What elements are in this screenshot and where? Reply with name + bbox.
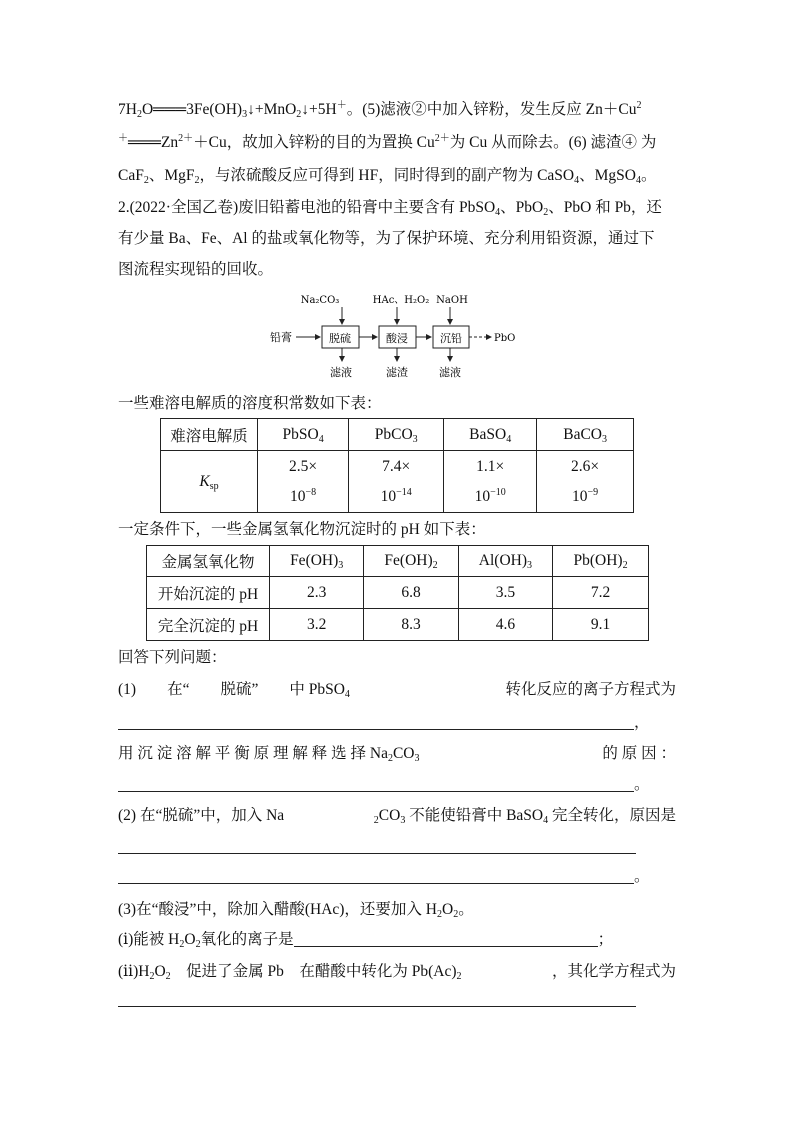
ph-row-2-value: 8.3 (364, 609, 458, 641)
ph-row-2-value: 3.2 (270, 609, 364, 641)
waste-1-label: 滤液 (330, 366, 352, 379)
ph-row-1-value: 3.5 (458, 577, 552, 609)
ksp-col-0: PbSO$_4$ (258, 419, 349, 451)
ksp-table-header: 难溶电解质 (161, 419, 258, 451)
input-label: 铅膏 (270, 331, 292, 344)
intro-line-1: $7H_2O═══3Fe(OH)_3↓+MnO_2↓+5H^+$。(5)滤液②中加入锌粉，发生反应 $Zn+Cu^2$ (118, 100, 642, 120)
process-flow-diagram (270, 290, 530, 382)
ph-col-0: $Fe(OH)_3$ (270, 546, 364, 577)
question-2-line-3: 图流程实现铅的回收。 (118, 261, 274, 278)
step-1-label: 脱硫 (329, 332, 351, 345)
question-2-line-2: 有少量 Ba、Fe、Al 的盐或氧化物等，为了保护环境、充分利用铅资源，通过下 (118, 230, 655, 247)
ph-row-2-value: 9.1 (553, 609, 649, 641)
ph-row-1-value: 6.8 (364, 577, 458, 609)
ph-row-1-value: 2.3 (270, 577, 364, 609)
answer-3ii-line[interactable] (118, 1006, 636, 1007)
question-3i-line: (ⅰ)能被 $H_2O_2$氧化的离子是 ； (118, 931, 614, 950)
ph-row-1-label: 开始沉淀的 pH (147, 577, 270, 609)
question-1-line: (1) 在“ 脱硫” 中 PbSO$_4$ 转化反应的离子方程式为 (118, 681, 676, 700)
ksp-col-1: PbCO$_3$ (349, 419, 444, 451)
intro-line-2: $^+═══Zn^{2+}+Cu$，故加入锌粉的目的为置换 $Cu^{2+}$为 Cu 从而除去。(6) 滤渣④ 为 (118, 133, 657, 151)
ksp-col-2: BaSO$_4$ (444, 419, 537, 451)
output-label: PbO (494, 333, 516, 344)
reagent-naoh: NaOH (436, 295, 468, 306)
answer-2-line-1[interactable] (118, 853, 636, 854)
table-1-caption: 一些难溶电解质的溶度积常数如下表： (118, 395, 382, 412)
answer-1a-blank[interactable] (118, 713, 634, 730)
answer-1a-row: ， (118, 713, 650, 733)
ph-row-2-value: 4.6 (458, 609, 552, 641)
ksp-row-label: $K_{sp}$ (161, 451, 258, 513)
question-2-line-1: 2.(2022·全国乙卷)废旧铅蓄电池的铅膏中主要含有 PbSO$_4$、PbO$_2$、PbO 和 Pb，还 (118, 199, 662, 218)
answer-3i-blank[interactable] (294, 930, 598, 947)
questions-prompt: 回答下列问题： (118, 649, 227, 666)
answer-2-blank-2[interactable] (118, 867, 634, 884)
question-3ii-line: $(ⅱ)H_2O_2$ 促进了金属 Pb 在醋酸中转化为 $Pb(Ac)_2$ ，其化学方程式为 (118, 963, 676, 982)
ksp-table (160, 418, 634, 513)
ksp-value-1: 7.4× $10^{-14}$ (349, 451, 444, 513)
reagent-hac-h2o2: HAc、H₂O₂ (372, 295, 430, 306)
reagent-na2co3: Na₂CO₃ (300, 295, 340, 306)
intro-line-3: CaF$_2$、MgF$_2$，与浓硫酸反应可得到 HF，同时得到的副产物为 CaSO$_4$、MgSO$_4$。 (118, 167, 657, 186)
ph-col-2: $Al(OH)_3$ (458, 546, 552, 577)
answer-2-row-2: 。 (118, 867, 650, 887)
ph-row-1-value: 7.2 (553, 577, 649, 609)
ph-col-1: $Fe(OH)_2$ (364, 546, 458, 577)
ph-col-3: $Pb(OH)_2$ (553, 546, 649, 577)
ph-row-2-label: 完全沉淀的 pH (147, 609, 270, 641)
waste-2-label: 滤渣 (386, 366, 408, 379)
question-2-prompt: (2) 在“脱硫”中，加入 Na $_2CO_3$ 不能使铅膏中 BaSO$_4$ 完全转化，原因是 (118, 807, 676, 826)
question-3-prompt: (3)在“酸浸”中，除加入醋酸(HAc)，还要加入 $H_2O_2$。 (118, 901, 474, 920)
answer-1b-row: 。 (118, 775, 650, 795)
ksp-value-0: 2.5× $10^{-8}$ (258, 451, 349, 513)
ksp-value-3: 2.6× $10^{-9}$ (537, 451, 634, 513)
step-3-label: 沉铅 (440, 332, 462, 345)
ph-table-header: 金属氢氧化物 (147, 546, 270, 577)
ph-table (146, 545, 649, 641)
answer-1b-blank[interactable] (118, 775, 634, 792)
ksp-value-2: 1.1× $10^{-10}$ (444, 451, 537, 513)
ksp-col-3: BaCO$_3$ (537, 419, 634, 451)
step-2-label: 酸浸 (386, 332, 408, 345)
table-2-caption: 一定条件下，一些金属氢氧化物沉淀时的 pH 如下表： (118, 521, 486, 538)
waste-3-label: 滤液 (439, 366, 461, 379)
question-1b-line: 用 沉 淀 溶 解 平 衡 原 理 解 释 选 择 $Na_2CO_3$ 的 原 因 ： (118, 745, 676, 764)
